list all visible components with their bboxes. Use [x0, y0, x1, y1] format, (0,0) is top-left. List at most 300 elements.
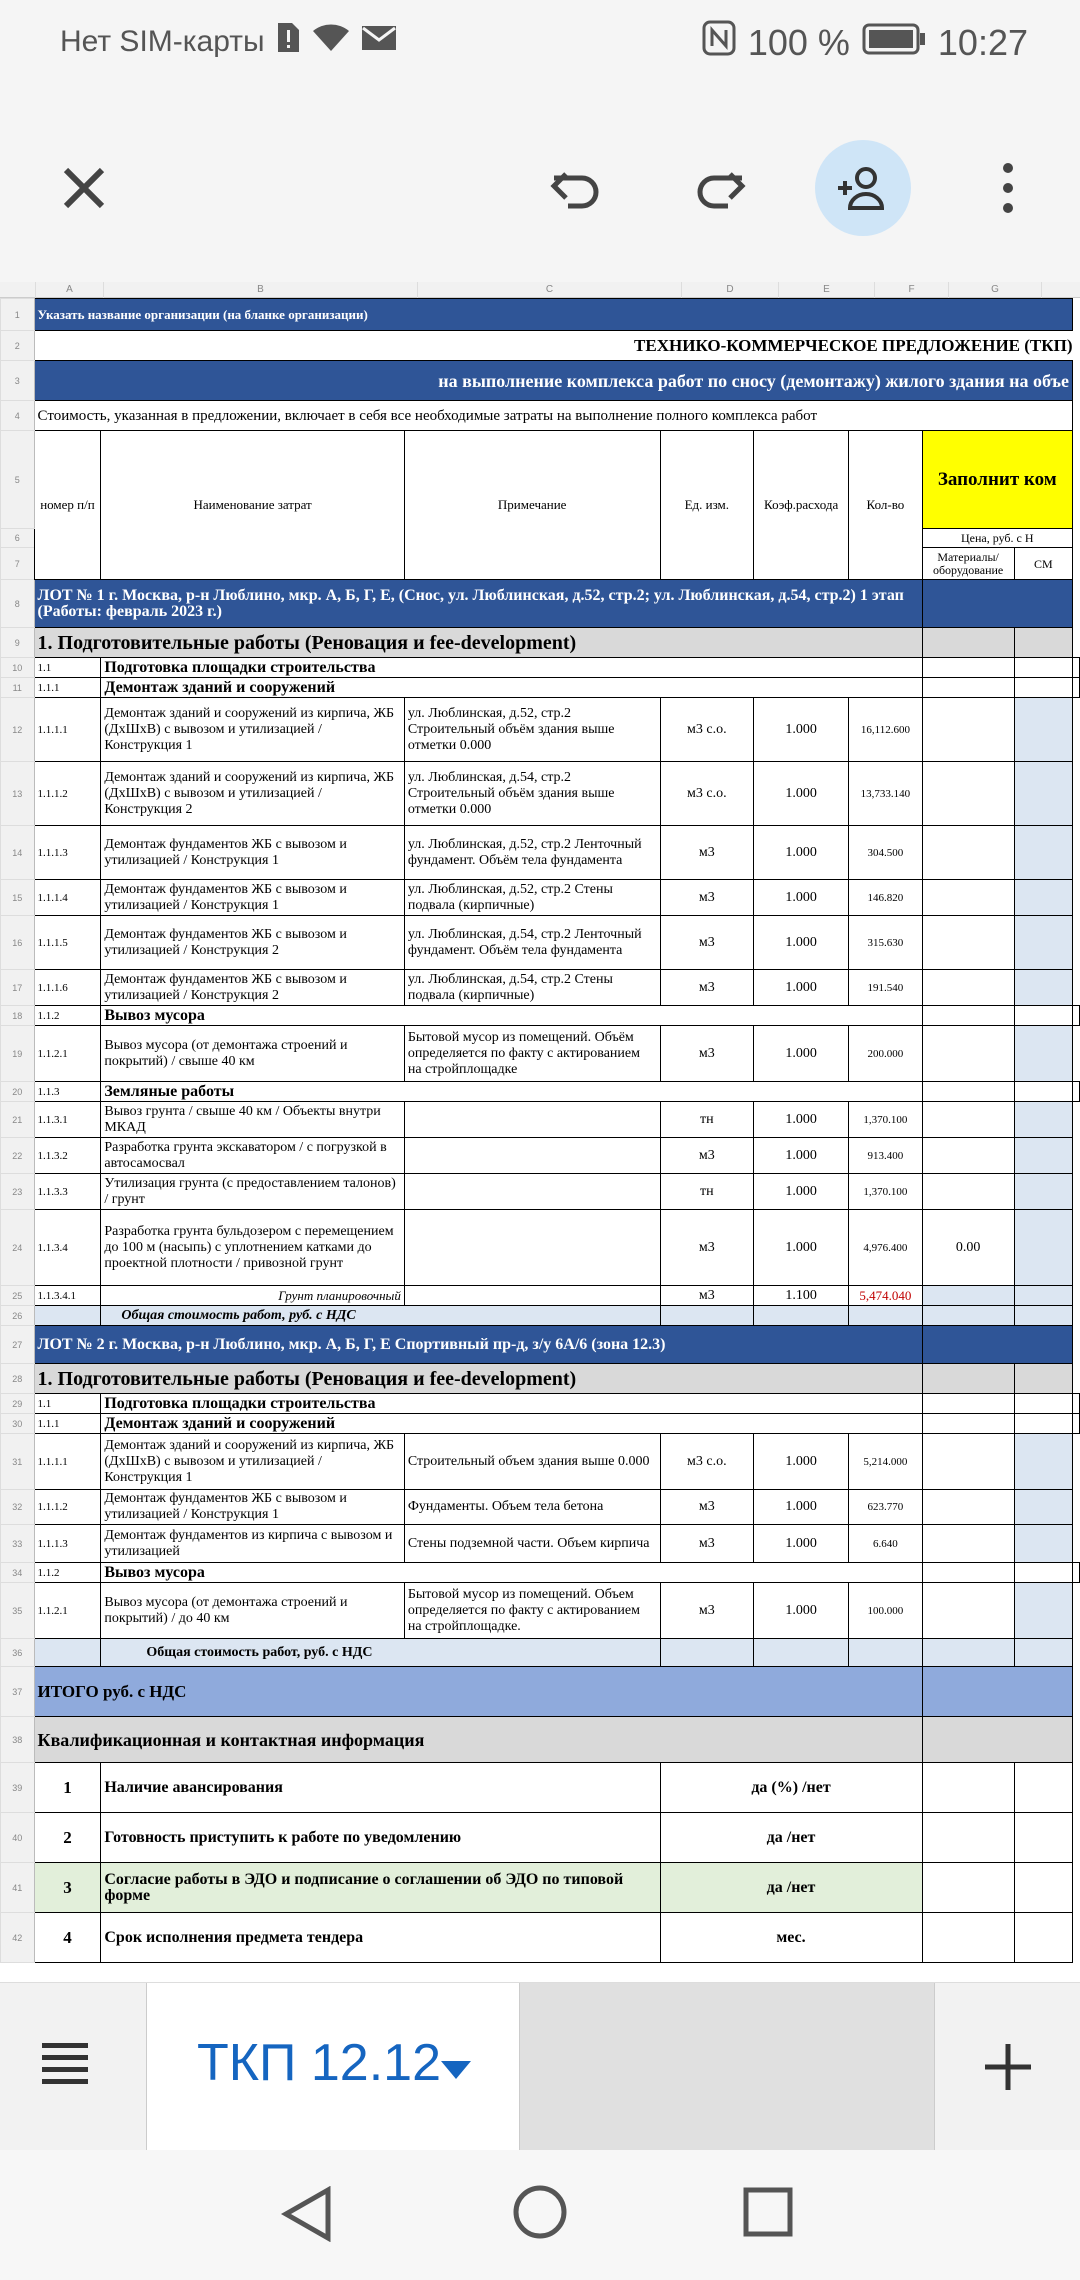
add-sheet-button[interactable] [934, 1983, 1080, 2151]
item-unit-cell[interactable]: м3 [660, 1286, 754, 1306]
qual-answer-cell[interactable]: да /нет [660, 1813, 922, 1863]
item-unit-cell[interactable]: м3 [660, 880, 754, 916]
cell[interactable] [660, 1306, 754, 1326]
item-unit-cell[interactable]: м3 [660, 970, 754, 1006]
cell[interactable] [1014, 1306, 1072, 1326]
item-number-cell[interactable]: 1.1.1.3 [34, 826, 101, 880]
table-row[interactable] [1, 698, 1080, 762]
table-row[interactable] [1, 1210, 1080, 1286]
cell[interactable] [1014, 698, 1072, 762]
table-row[interactable] [1, 1583, 1080, 1639]
cell[interactable] [849, 1306, 922, 1326]
item-qty-cell[interactable]: 1,370.100 [849, 1174, 922, 1210]
item-note-cell[interactable]: Строительный объем здания выше 0.000 [404, 1434, 660, 1490]
cell[interactable] [1014, 658, 1072, 678]
grand-total-label[interactable]: ИТОГО руб. с НДС [34, 1667, 922, 1717]
row-header[interactable]: 6 [1, 529, 35, 548]
item-unit-cell[interactable]: м3 [660, 916, 754, 970]
item-number-cell[interactable]: 1.1.1.3 [34, 1525, 101, 1563]
item-price-cell[interactable] [922, 916, 1014, 970]
row-header[interactable]: 26 [1, 1306, 35, 1326]
column-header[interactable]: C [418, 282, 682, 298]
column-header[interactable]: G [949, 282, 1042, 298]
group-title-cell[interactable]: Подготовка площадки строительства [101, 658, 922, 678]
cell[interactable] [1014, 1364, 1072, 1394]
item-qty-cell[interactable]: 623.770 [849, 1490, 922, 1525]
qual-index-cell[interactable]: 3 [34, 1863, 101, 1913]
lot-1-header[interactable]: ЛОТ № 1 г. Москва, р-н Люблино, мкр. А, Б, Г, Е, (Снос, ул. Люблинская, д.52, стр.2; ул. Люблинская, д.54, стр.2) 1 этап (Работы: февраль 2023 г.) [34, 580, 922, 628]
lot-2-total-label[interactable]: Общая стоимость работ, руб. с НДС [101, 1639, 660, 1667]
row-header[interactable]: 25 [1, 1286, 35, 1306]
lot-1-extra[interactable] [922, 580, 1072, 628]
qual-index-cell[interactable]: 1 [34, 1763, 101, 1813]
recents-button[interactable] [742, 2186, 794, 2243]
item-coef-cell[interactable]: 1.000 [754, 1138, 849, 1174]
item-price-cell[interactable] [922, 1102, 1014, 1138]
item-name-cell[interactable]: Вывоз грунта / свыше 40 км / Объекты внутри МКАД [101, 1102, 404, 1138]
item-qty-cell[interactable]: 191.540 [849, 970, 922, 1006]
cell[interactable] [1073, 1082, 1080, 1102]
item-qty-cell[interactable]: 200.000 [849, 1026, 922, 1082]
cell[interactable] [34, 1639, 101, 1667]
row-header[interactable]: 24 [1, 1210, 35, 1286]
section-1-header[interactable]: 1. Подготовительные работы (Реновация и fee-development) [34, 628, 922, 658]
table-row[interactable] [1, 1563, 1080, 1583]
cell[interactable] [1014, 1583, 1072, 1639]
table-row[interactable] [1, 1006, 1080, 1026]
item-number-cell[interactable]: 1.1.3.2 [34, 1138, 101, 1174]
item-coef-cell[interactable]: 1.000 [754, 970, 849, 1006]
item-price-cell[interactable] [922, 1138, 1014, 1174]
item-price-cell[interactable] [922, 1490, 1014, 1525]
row-header[interactable]: 7 [1, 548, 35, 580]
cell[interactable] [1014, 1813, 1072, 1863]
item-number-cell[interactable]: 1.1.3 [34, 1082, 101, 1102]
table-row[interactable] [1, 1813, 1080, 1863]
item-note-cell[interactable] [404, 1210, 660, 1286]
row-header[interactable]: 3 [1, 361, 35, 401]
item-coef-cell[interactable]: 1.000 [754, 762, 849, 826]
group-title-cell[interactable]: Земляные работы [101, 1082, 922, 1102]
item-qty-cell[interactable]: 146.820 [849, 880, 922, 916]
table-row[interactable] [1, 970, 1080, 1006]
item-note-cell[interactable]: Фундаменты. Объем тела бетона [404, 1490, 660, 1525]
item-name-cell[interactable]: Вывоз мусора (от демонтажа строений и покрытий) / до 40 км [101, 1583, 404, 1639]
item-qty-cell[interactable]: 304.500 [849, 826, 922, 880]
item-qty-cell[interactable]: 315.630 [849, 916, 922, 970]
lot-2-header[interactable]: ЛОТ № 2 г. Москва, р-н Люблино, мкр. А, Б, Г, Е Спортивный пр-д, з/у 6А/6 (зона 12.3) [34, 1326, 922, 1364]
item-name-cell[interactable]: Демонтаж фундаментов из кирпича с вывозом и утилизацией [101, 1525, 404, 1563]
header-num[interactable]: номер п/п [34, 431, 101, 580]
item-coef-cell[interactable]: 1.000 [754, 1434, 849, 1490]
item-price-cell[interactable] [922, 880, 1014, 916]
item-coef-cell[interactable]: 1.000 [754, 1525, 849, 1563]
cell[interactable] [922, 1394, 1014, 1414]
cell[interactable] [1073, 678, 1080, 698]
item-note-cell[interactable]: ул. Люблинская, д.52, стр.2 Ленточный фундамент. Объём тела фундамента [404, 826, 660, 880]
group-title-cell[interactable]: Подготовка площадки строительства [101, 1394, 922, 1414]
cell[interactable] [1014, 1394, 1072, 1414]
item-coef-cell[interactable]: 1.000 [754, 880, 849, 916]
item-price-cell[interactable] [922, 698, 1014, 762]
qual-question-cell[interactable]: Наличие авансирования [101, 1763, 660, 1813]
item-number-cell[interactable]: 1.1.2 [34, 1006, 101, 1026]
cell[interactable] [922, 1364, 1014, 1394]
table-row[interactable] [1, 826, 1080, 880]
item-name-cell[interactable]: Демонтаж фундаментов ЖБ с вывозом и утилизацией / Конструкция 1 [101, 826, 404, 880]
item-number-cell[interactable]: 1.1.1.2 [34, 762, 101, 826]
row-header[interactable]: 5 [1, 431, 35, 529]
item-number-cell[interactable]: 1.1 [34, 1394, 101, 1414]
table-row[interactable] [1, 880, 1080, 916]
row-header[interactable]: 2 [1, 331, 35, 361]
item-number-cell[interactable]: 1.1.1.2 [34, 1490, 101, 1525]
back-button[interactable] [280, 2186, 334, 2247]
qualification-header[interactable]: Квалификационная и контактная информация [34, 1717, 922, 1763]
item-coef-cell[interactable]: 1.000 [754, 1490, 849, 1525]
row-header[interactable]: 11 [1, 678, 35, 698]
cell[interactable] [922, 658, 1014, 678]
qual-question-cell[interactable]: Срок исполнения предмета тендера [101, 1913, 660, 1963]
table-row[interactable] [1, 1525, 1080, 1563]
spreadsheet-grid[interactable] [0, 282, 1080, 1982]
item-number-cell[interactable]: 1.1.1.1 [34, 1434, 101, 1490]
cell[interactable] [1073, 658, 1080, 678]
qual-answer-cell[interactable]: да /нет [660, 1863, 922, 1913]
item-unit-cell[interactable]: тн [660, 1102, 754, 1138]
item-price-cell[interactable] [922, 1174, 1014, 1210]
row-header[interactable]: 27 [1, 1326, 35, 1364]
cell[interactable] [1014, 1434, 1072, 1490]
row-header[interactable]: 1 [1, 299, 35, 331]
row-header[interactable]: 16 [1, 916, 35, 970]
item-number-cell[interactable]: 1.1.1 [34, 1414, 101, 1434]
cell[interactable] [754, 1306, 849, 1326]
more-options-button[interactable] [960, 140, 1056, 236]
row-header[interactable]: 42 [1, 1913, 35, 1963]
item-qty-cell[interactable]: 5,214.000 [849, 1434, 922, 1490]
qual-question-cell[interactable]: Согласие работы в ЭДО и подписание о соглашении об ЭДО по типовой форме [101, 1863, 660, 1913]
table-row[interactable] [1, 1863, 1080, 1913]
item-number-cell[interactable]: 1.1.3.4 [34, 1210, 101, 1286]
sheet-tab-active[interactable] [146, 1983, 520, 2151]
item-unit-cell[interactable]: м3 [660, 1583, 754, 1639]
item-number-cell[interactable]: 1.1.3.3 [34, 1174, 101, 1210]
cell[interactable] [1014, 678, 1072, 698]
item-coef-cell[interactable]: 1.000 [754, 1174, 849, 1210]
cell[interactable] [1014, 1863, 1072, 1913]
row-header[interactable]: 9 [1, 628, 35, 658]
cell[interactable] [1014, 826, 1072, 880]
dropdown-arrow-icon[interactable] [439, 2059, 473, 2081]
table-row[interactable] [1, 1286, 1080, 1306]
item-unit-cell[interactable]: м3 с.о. [660, 1434, 754, 1490]
item-name-cell[interactable]: Демонтаж зданий и сооружений из кирпича, ЖБ (ДхШхВ) с вывозом и утилизацией / Конструкция 2 [101, 762, 404, 826]
header-materials[interactable]: Материалы/ оборудование [922, 548, 1014, 580]
header-note[interactable]: Примечание [404, 431, 660, 580]
cell[interactable] [1014, 880, 1072, 916]
cell[interactable] [1014, 970, 1072, 1006]
title-cell[interactable] [34, 331, 1072, 361]
org-name-cell[interactable]: Указать название организации (на бланке организации) [34, 299, 1072, 331]
cell[interactable] [922, 1563, 1014, 1583]
item-name-cell[interactable]: Демонтаж зданий и сооружений из кирпича, ЖБ (ДхШхВ) с вывозом и утилизацией / Конструкция 1 [101, 1434, 404, 1490]
row-header[interactable]: 18 [1, 1006, 35, 1026]
item-price-cell[interactable] [922, 1525, 1014, 1563]
item-note-cell[interactable]: Бытовой мусор из помещений. Объём определяется по факту с актированием на стройплощадке [404, 1026, 660, 1082]
item-price-cell[interactable] [922, 762, 1014, 826]
item-name-cell[interactable]: Вывоз мусора (от демонтажа строений и покрытий) / свыше 40 км [101, 1026, 404, 1082]
qual-index-cell[interactable]: 2 [34, 1813, 101, 1863]
redo-button[interactable] [672, 140, 768, 236]
item-qty-cell[interactable]: 913.400 [849, 1138, 922, 1174]
item-name-cell[interactable]: Демонтаж фундаментов ЖБ с вывозом и утилизацией / Конструкция 1 [101, 880, 404, 916]
cell[interactable] [1014, 762, 1072, 826]
table-row[interactable] [1, 1082, 1080, 1102]
row-header[interactable]: 28 [1, 1364, 35, 1394]
item-name-cell[interactable]: Демонтаж фундаментов ЖБ с вывозом и утилизацией / Конструкция 2 [101, 970, 404, 1006]
item-note-cell[interactable]: Бытовой мусор из помещений. Объем определяется по факту с актированием на стройплощадке. [404, 1583, 660, 1639]
qual-question-cell[interactable]: Готовность приступить к работе по уведомлению [101, 1813, 660, 1863]
item-qty-cell[interactable]: 5,474.040 [849, 1286, 922, 1306]
section-2-header[interactable]: 1. Подготовительные работы (Реновация и fee-development) [34, 1364, 922, 1394]
row-header[interactable]: 38 [1, 1717, 35, 1763]
item-note-cell[interactable] [404, 1286, 660, 1306]
cell[interactable] [1014, 1913, 1072, 1963]
item-price-cell[interactable] [922, 826, 1014, 880]
item-coef-cell[interactable]: 1.000 [754, 698, 849, 762]
row-header[interactable]: 20 [1, 1082, 35, 1102]
cell[interactable] [1014, 1006, 1072, 1026]
row-header[interactable]: 8 [1, 580, 35, 628]
row-header[interactable]: 40 [1, 1813, 35, 1863]
header-price[interactable]: Цена, руб. с Н [922, 529, 1072, 548]
item-note-cell[interactable]: Стены подземной части. Объем кирпича [404, 1525, 660, 1563]
column-header[interactable]: B [104, 282, 418, 298]
cell[interactable] [922, 1639, 1014, 1667]
cell[interactable] [1014, 1082, 1072, 1102]
item-qty-cell[interactable]: 13,733.140 [849, 762, 922, 826]
row-header[interactable]: 19 [1, 1026, 35, 1082]
item-number-cell[interactable]: 1.1.2 [34, 1563, 101, 1583]
row-header[interactable]: 21 [1, 1102, 35, 1138]
header-smr[interactable]: СМ [1014, 548, 1072, 580]
item-note-cell[interactable]: ул. Люблинская, д.52, стр.2 Стены подвала (кирпичные) [404, 880, 660, 916]
item-price-cell[interactable] [922, 1026, 1014, 1082]
item-name-cell[interactable]: Демонтаж фундаментов ЖБ с вывозом и утилизацией / Конструкция 2 [101, 916, 404, 970]
item-number-cell[interactable]: 1.1.3.4.1 [34, 1286, 101, 1306]
item-price-cell[interactable] [922, 1583, 1014, 1639]
cell[interactable] [1014, 1639, 1072, 1667]
cell[interactable] [922, 1306, 1014, 1326]
cell[interactable] [1014, 628, 1072, 658]
group-title-cell[interactable]: Демонтаж зданий и сооружений [101, 1414, 922, 1434]
item-unit-cell[interactable]: м3 [660, 1210, 754, 1286]
column-header[interactable] [1042, 282, 1080, 298]
item-unit-cell[interactable]: м3 [660, 826, 754, 880]
cell[interactable] [1073, 1563, 1080, 1583]
item-note-cell[interactable]: ул. Люблинская, д.52, стр.2 Строительный объём здания выше отметки 0.000 [404, 698, 660, 762]
item-qty-cell[interactable]: 6.640 [849, 1525, 922, 1563]
group-title-cell[interactable]: Вывоз мусора [101, 1563, 922, 1583]
cell[interactable] [922, 1863, 1014, 1913]
item-coef-cell[interactable]: 1.000 [754, 1210, 849, 1286]
item-number-cell[interactable]: 1.1 [34, 658, 101, 678]
table-row[interactable] [1, 658, 1080, 678]
column-header[interactable]: D [682, 282, 779, 298]
cell[interactable] [1014, 1026, 1072, 1082]
item-coef-cell[interactable]: 1.100 [754, 1286, 849, 1306]
item-qty-cell[interactable]: 16,112.600 [849, 698, 922, 762]
header-fill[interactable]: Заполнит ком [922, 431, 1072, 529]
item-note-cell[interactable]: ул. Люблинская, д.54, стр.2 Ленточный фундамент. Объём тела фундамента [404, 916, 660, 970]
item-unit-cell[interactable]: м3 с.о. [660, 698, 754, 762]
row-header[interactable]: 30 [1, 1414, 35, 1434]
share-button[interactable] [815, 140, 911, 236]
table-row[interactable] [1, 1102, 1080, 1138]
row-header[interactable]: 13 [1, 762, 35, 826]
cell[interactable] [1073, 1006, 1080, 1026]
table-row[interactable] [1, 916, 1080, 970]
subtitle-cell[interactable]: на выполнение комплекса работ по сносу (демонтажу) жилого здания на объе [34, 361, 1072, 401]
row-header[interactable]: 4 [1, 401, 35, 431]
row-header[interactable]: 17 [1, 970, 35, 1006]
column-header[interactable]: E [779, 282, 875, 298]
item-note-cell[interactable]: ул. Люблинская, д.54, стр.2 Стены подвала (кирпичные) [404, 970, 660, 1006]
table-row[interactable] [1, 1913, 1080, 1963]
row-header[interactable]: 33 [1, 1525, 35, 1563]
row-header[interactable]: 37 [1, 1667, 35, 1717]
row-header[interactable]: 10 [1, 658, 35, 678]
row-header[interactable]: 23 [1, 1174, 35, 1210]
cell[interactable] [922, 1286, 1014, 1306]
cell[interactable] [754, 1639, 849, 1667]
header-qty[interactable]: Кол-во [849, 431, 922, 580]
cell[interactable] [922, 1082, 1014, 1102]
sheet-table[interactable] [0, 298, 1080, 1963]
cell[interactable] [34, 1306, 101, 1326]
item-qty-cell[interactable]: 100.000 [849, 1583, 922, 1639]
item-coef-cell[interactable]: 1.000 [754, 1026, 849, 1082]
cell[interactable] [922, 628, 1014, 658]
item-name-cell[interactable]: Грунт планировочный [101, 1286, 404, 1306]
corner-cell[interactable] [0, 282, 36, 298]
header-unit[interactable]: Ед. изм. [660, 431, 754, 580]
cell[interactable] [922, 1913, 1014, 1963]
item-qty-cell[interactable]: 4,976.400 [849, 1210, 922, 1286]
item-qty-cell[interactable]: 1,370.100 [849, 1102, 922, 1138]
item-unit-cell[interactable]: м3 [660, 1026, 754, 1082]
header-name[interactable]: Наименование затрат [101, 431, 404, 580]
row-header[interactable]: 39 [1, 1763, 35, 1813]
row-header[interactable]: 22 [1, 1138, 35, 1174]
item-coef-cell[interactable]: 1.000 [754, 1583, 849, 1639]
item-coef-cell[interactable]: 1.000 [754, 1102, 849, 1138]
table-row[interactable] [1, 1434, 1080, 1490]
row-header[interactable]: 15 [1, 880, 35, 916]
item-note-cell[interactable] [404, 1174, 660, 1210]
item-price-cell[interactable] [922, 970, 1014, 1006]
item-number-cell[interactable]: 1.1.2.1 [34, 1026, 101, 1082]
qual-answer-cell[interactable]: мес. [660, 1913, 922, 1963]
table-row[interactable] [1, 1026, 1080, 1082]
home-button[interactable] [512, 2184, 568, 2245]
cell[interactable] [1014, 1563, 1072, 1583]
item-price-cell[interactable]: 0.00 [922, 1210, 1014, 1286]
item-unit-cell[interactable]: м3 [660, 1138, 754, 1174]
close-button[interactable] [36, 140, 132, 236]
undo-button[interactable] [528, 140, 624, 236]
cell[interactable] [660, 1639, 754, 1667]
table-row[interactable] [1, 1490, 1080, 1525]
item-price-cell[interactable] [922, 1434, 1014, 1490]
item-name-cell[interactable]: Разработка грунта экскаватором / с погрузкой в автосамосвал [101, 1138, 404, 1174]
item-coef-cell[interactable]: 1.000 [754, 826, 849, 880]
item-unit-cell[interactable]: тн [660, 1174, 754, 1210]
group-title-cell[interactable]: Вывоз мусора [101, 1006, 922, 1026]
cell[interactable] [922, 678, 1014, 698]
column-header[interactable]: A [36, 282, 104, 298]
qual-index-cell[interactable]: 4 [34, 1913, 101, 1963]
cell[interactable] [1014, 1210, 1072, 1286]
cell[interactable] [1073, 1414, 1080, 1434]
row-header[interactable]: 31 [1, 1434, 35, 1490]
item-name-cell[interactable]: Демонтаж зданий и сооружений из кирпича, ЖБ (ДхШхВ) с вывозом и утилизацией / Конструкция 1 [101, 698, 404, 762]
row-header[interactable]: 34 [1, 1563, 35, 1583]
qual-answer-cell[interactable]: да (%) /нет [660, 1763, 922, 1813]
item-name-cell[interactable]: Демонтаж фундаментов ЖБ с вывозом и утилизацией / Конструкция 1 [101, 1490, 404, 1525]
item-unit-cell[interactable]: м3 [660, 1525, 754, 1563]
item-number-cell[interactable]: 1.1.2.1 [34, 1583, 101, 1639]
cell[interactable] [1014, 1763, 1072, 1813]
item-name-cell[interactable]: Утилизация грунта (с предоставлением талонов) / грунт [101, 1174, 404, 1210]
item-unit-cell[interactable]: м3 [660, 1490, 754, 1525]
row-header[interactable]: 14 [1, 826, 35, 880]
row-header[interactable]: 32 [1, 1490, 35, 1525]
column-header[interactable]: F [875, 282, 949, 298]
grand-total-value[interactable] [922, 1667, 1072, 1717]
cell[interactable] [922, 1006, 1014, 1026]
cell[interactable] [1014, 1102, 1072, 1138]
table-row[interactable] [1, 1763, 1080, 1813]
table-row[interactable] [1, 1414, 1080, 1434]
lot-1-total-label[interactable]: Общая стоимость работ, руб. с НДС [101, 1306, 660, 1326]
item-number-cell[interactable]: 1.1.1 [34, 678, 101, 698]
row-header[interactable]: 35 [1, 1583, 35, 1639]
item-coef-cell[interactable]: 1.000 [754, 916, 849, 970]
cell[interactable] [1014, 1174, 1072, 1210]
group-title-cell[interactable]: Демонтаж зданий и сооружений [101, 678, 922, 698]
table-row[interactable] [1, 762, 1080, 826]
row-header[interactable]: 29 [1, 1394, 35, 1414]
cell[interactable] [1014, 1490, 1072, 1525]
item-number-cell[interactable]: 1.1.3.1 [34, 1102, 101, 1138]
cell[interactable] [849, 1639, 922, 1667]
item-note-cell[interactable] [404, 1138, 660, 1174]
table-row[interactable] [1, 1394, 1080, 1414]
table-row[interactable] [1, 1138, 1080, 1174]
cell[interactable] [1073, 1394, 1080, 1414]
row-header[interactable]: 41 [1, 1863, 35, 1913]
item-number-cell[interactable]: 1.1.1.6 [34, 970, 101, 1006]
header-coef[interactable]: Коэф.расхода [754, 431, 849, 580]
item-note-cell[interactable]: ул. Люблинская, д.54, стр.2 Строительный объём здания выше отметки 0.000 [404, 762, 660, 826]
item-number-cell[interactable]: 1.1.1.1 [34, 698, 101, 762]
item-number-cell[interactable]: 1.1.1.5 [34, 916, 101, 970]
cell[interactable] [1014, 1525, 1072, 1563]
cell[interactable] [922, 1717, 1072, 1763]
cost-note-cell[interactable]: Стоимость, указанная в предложении, включает в себя все необходимые затраты на выполнение полного комплекса работ [34, 401, 1072, 431]
